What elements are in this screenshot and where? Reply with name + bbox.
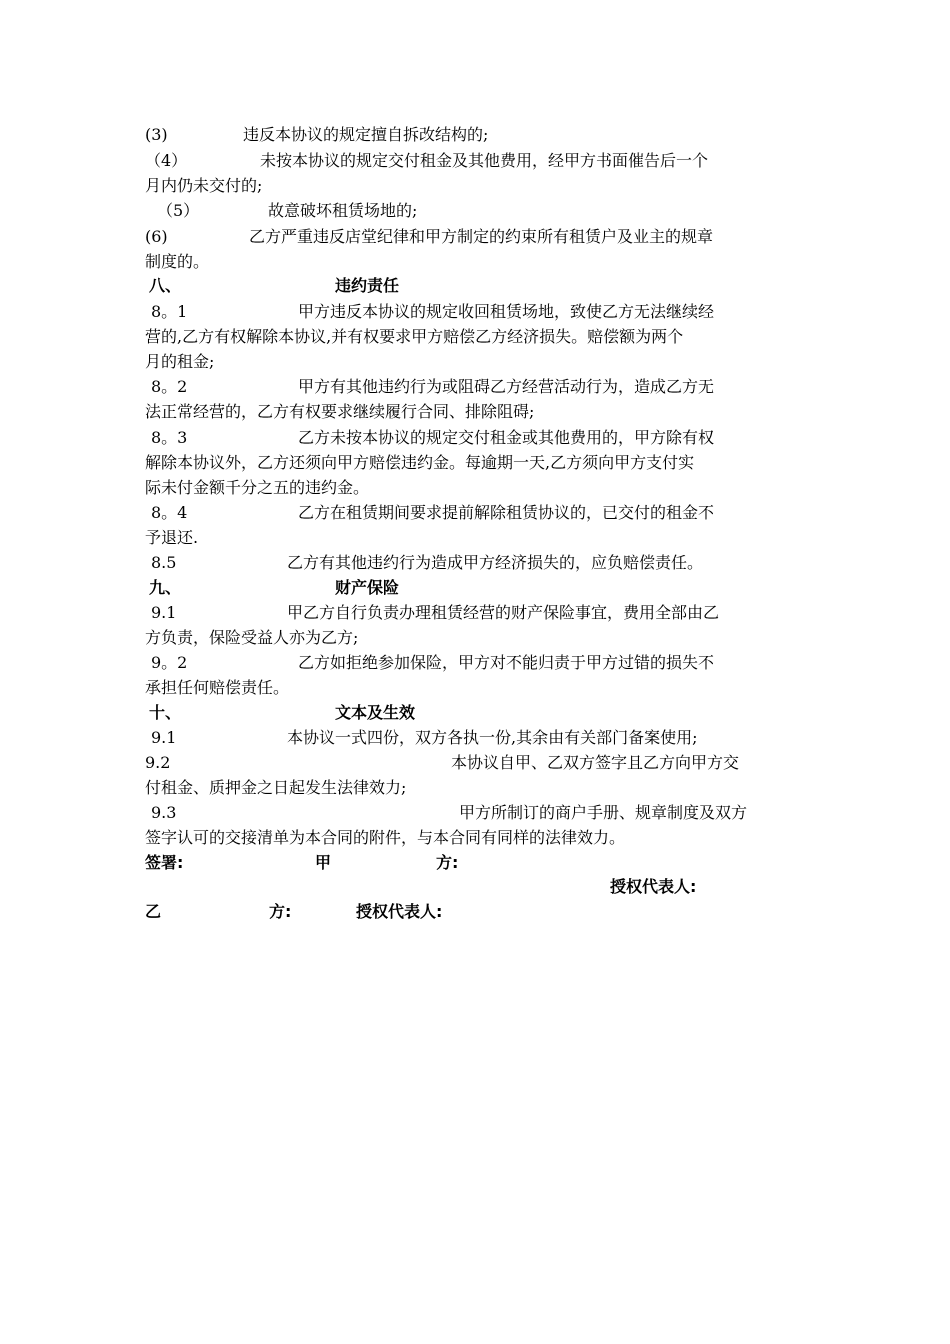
clause-text: 乙方如拒绝参加保险，甲方对不能归责于甲方过错的损失不 (298, 653, 715, 672)
section-title: 违约责任 (335, 276, 400, 295)
clause-number: 8。4 (151, 503, 188, 522)
clause-text-continued: 际未付金额千分之五的违约金。 (145, 478, 370, 497)
clause-text: 甲方有其他违约行为或阻碍乙方经营活动行为，造成乙方无 (298, 377, 715, 396)
party-b-label-suffix: 方: (269, 902, 292, 921)
party-b-representative-label: 授权代表人: (356, 902, 443, 921)
party-a-label: 甲 (315, 853, 332, 872)
clause-text-continued: 予退还. (145, 528, 199, 547)
item-text-continued: 制度的。 (145, 252, 210, 271)
section-number: 九、 (149, 578, 182, 597)
clause-text: 甲方违反本协议的规定收回租赁场地，致使乙方无法继续经 (298, 302, 715, 321)
clause-number: 8。2 (151, 377, 188, 396)
clause-text-continued: 方负责，保险受益人亦为乙方; (145, 628, 359, 647)
clause-text: 甲方所制订的商户手册、规章制度及双方 (459, 803, 748, 822)
item-number: （5） (157, 201, 200, 220)
clause-text-continued: 营的,乙方有权解除本协议,并有权要求甲方赔偿乙方经济损失。赔偿额为两个 (145, 327, 684, 346)
party-a-representative-label: 授权代表人: (610, 877, 697, 896)
signature-label: 签署: (145, 853, 184, 872)
item-text: 故意破坏租赁场地的; (268, 201, 418, 220)
section-title: 文本及生效 (335, 703, 416, 722)
party-a-label-suffix: 方: (436, 853, 459, 872)
item-text: 未按本协议的规定交付租金及其他费用，经甲方书面催告后一个 (260, 151, 709, 170)
clause-number: 9.2 (145, 753, 171, 772)
clause-text: 甲乙方自行负责办理租赁经营的财产保险事宜，费用全部由乙 (287, 603, 720, 622)
clause-number: 9.1 (151, 728, 177, 747)
clause-number: 9.1 (151, 603, 177, 622)
clause-number: 8.5 (151, 553, 177, 572)
item-text: 违反本协议的规定擅自拆改结构的; (243, 125, 489, 144)
clause-text-continued: 月的租金; (145, 352, 215, 371)
item-number: （4） (145, 151, 188, 170)
clause-text: 乙方未按本协议的规定交付租金或其他费用的，甲方除有权 (298, 428, 715, 447)
item-number: (3) (145, 125, 168, 144)
clause-text: 本协议一式四份，双方各执一份,其余由有关部门备案使用; (287, 728, 698, 747)
section-number: 八、 (149, 276, 182, 295)
section-title: 财产保险 (335, 578, 400, 597)
clause-text-continued: 付租金、质押金之日起发生法律效力; (145, 778, 407, 797)
section-number: 十、 (149, 703, 182, 722)
clause-text-continued: 承担任何赔偿责任。 (145, 678, 290, 697)
party-b-label: 乙 (145, 902, 162, 921)
item-text: 乙方严重违反店堂纪律和甲方制定的约束所有租赁户及业主的规章 (249, 227, 714, 246)
clause-number: 9.3 (151, 803, 177, 822)
item-text-continued: 月内仍未交付的; (145, 176, 263, 195)
clause-text: 乙方有其他违约行为造成甲方经济损失的，应负赔偿责任。 (287, 553, 704, 572)
clause-number: 9。2 (151, 653, 188, 672)
clause-number: 8。1 (151, 302, 188, 321)
clause-text-continued: 解除本协议外，乙方还须向甲方赔偿违约金。每逾期一天,乙方须向甲方支付实 (145, 453, 695, 472)
clause-number: 8。3 (151, 428, 188, 447)
clause-text-continued: 法正常经营的，乙方有权要求继续履行合同、排除阻碍; (145, 402, 535, 421)
item-number: (6) (145, 227, 168, 246)
clause-text: 本协议自甲、乙双方签字且乙方向甲方交 (451, 753, 740, 772)
clause-text: 乙方在租赁期间要求提前解除租赁协议的，已交付的租金不 (298, 503, 715, 522)
clause-text-continued: 签字认可的交接清单为本合同的附件，与本合同有同样的法律效力。 (145, 828, 626, 847)
